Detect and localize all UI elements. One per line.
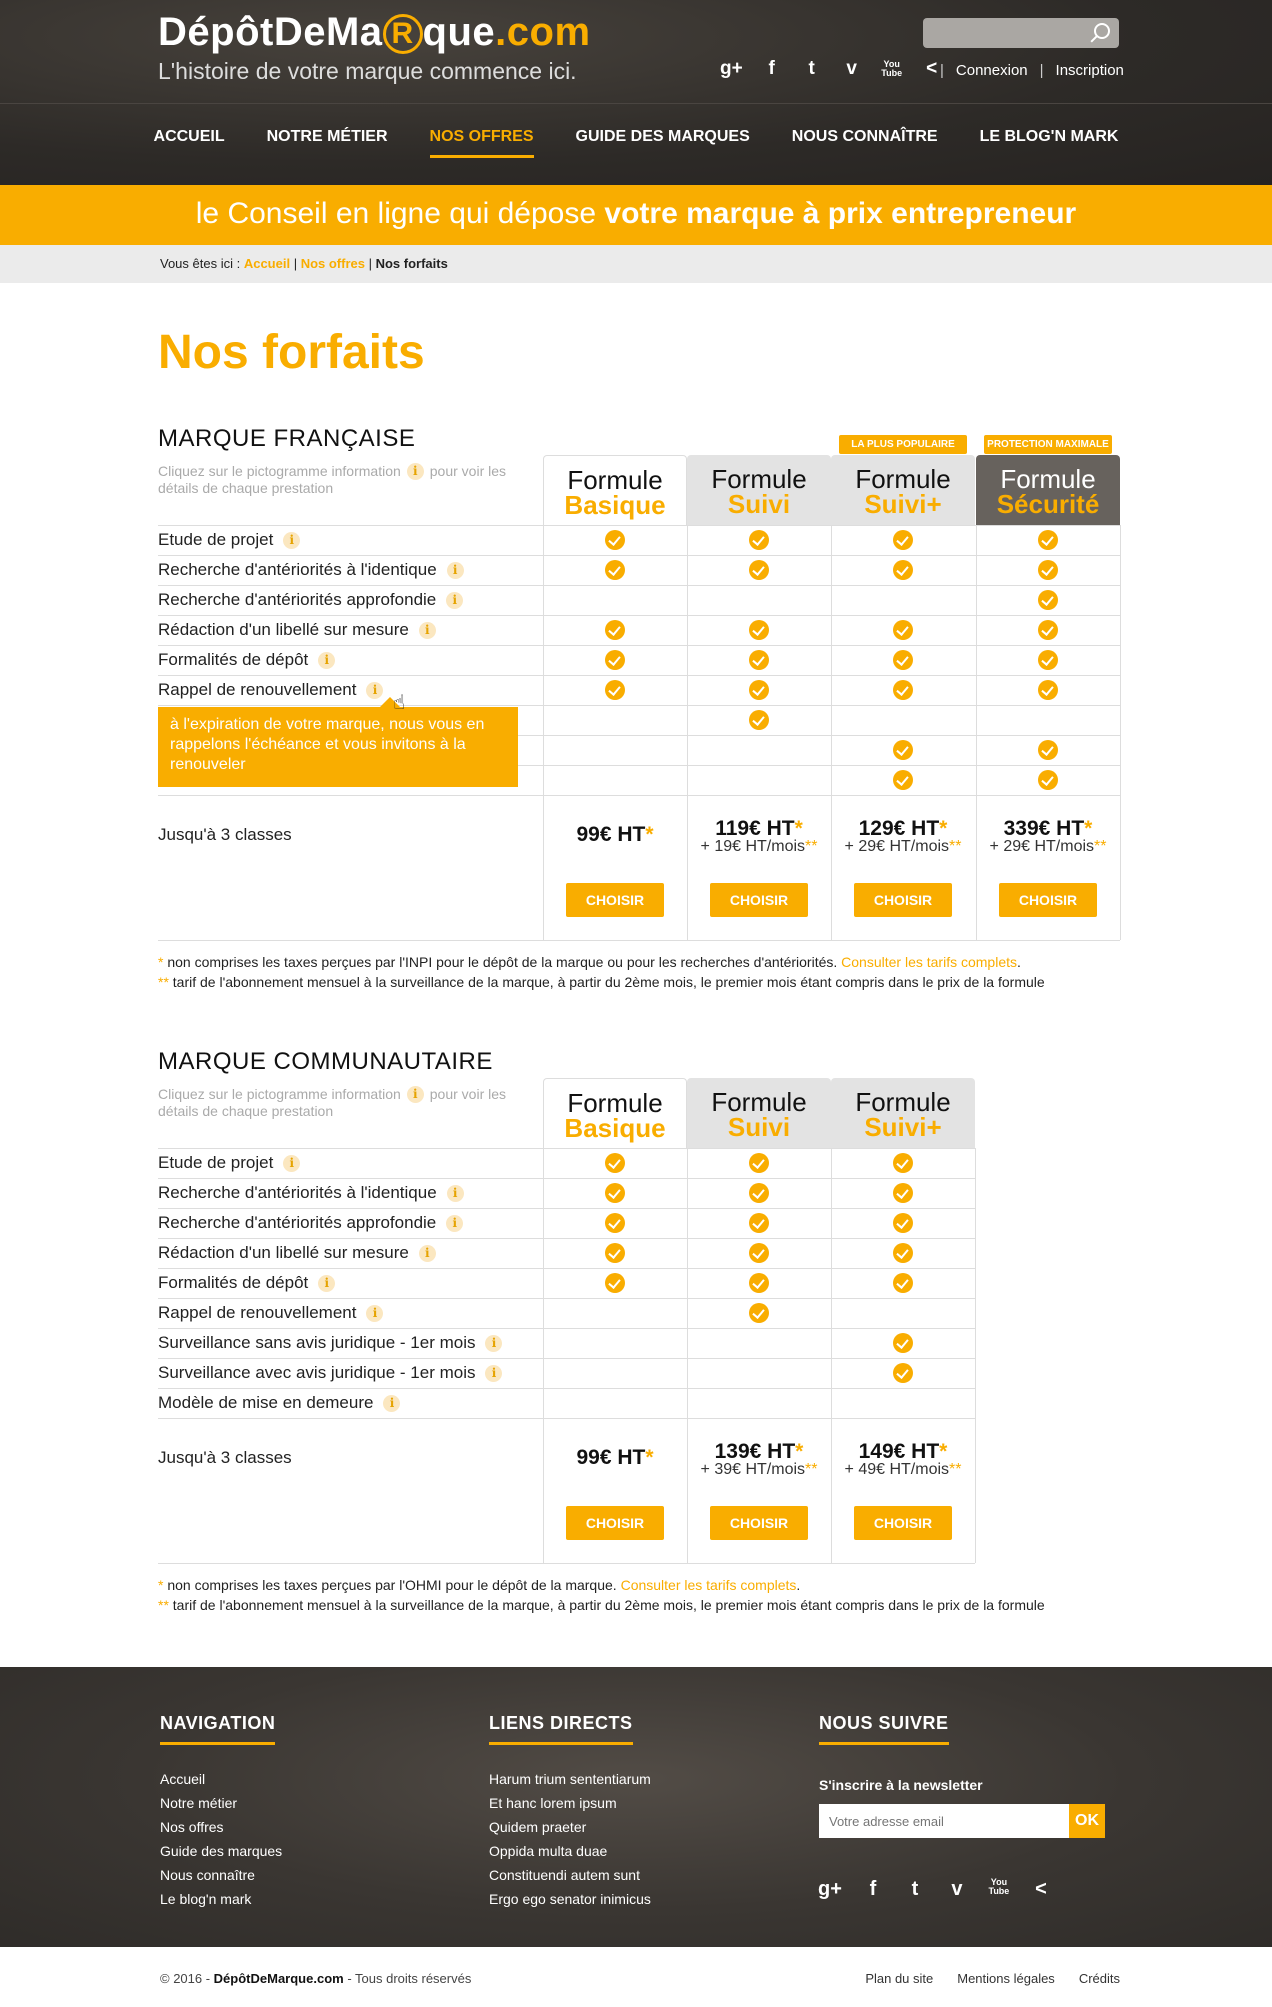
column-head-title: Formule <box>711 464 807 494</box>
info-icon[interactable]: i <box>407 1086 424 1103</box>
period: . <box>1017 954 1021 970</box>
nav-nos-offres[interactable]: NOS OFFRES <box>409 128 555 146</box>
fr-footnotes <box>158 952 1045 992</box>
price-value: 129€ HT <box>858 817 940 840</box>
column-divider <box>687 525 688 940</box>
footnote-text: non comprises les taxes perçues par l'INPI pour le dépôt de la marque ou pour les recherches d'antériorités. <box>163 954 842 970</box>
double-asterisk: ** <box>805 838 818 855</box>
nav-notre-metier[interactable]: NOTRE MÉTIER <box>266 128 388 145</box>
check-icon <box>893 530 913 550</box>
footer-direct-link[interactable]: Quidem praeter <box>489 1819 587 1835</box>
service-name: Rappel de renouvellement <box>158 680 357 699</box>
asterisk: * <box>794 817 803 840</box>
full-rates-link[interactable]: Consulter les tarifs complets <box>620 1577 797 1593</box>
choose-button[interactable]: CHOISIR <box>566 883 664 917</box>
facebook-icon[interactable]: f <box>869 1878 877 1900</box>
column-head-subtitle: Suivi <box>727 489 791 519</box>
badge-popular: LA PLUS POPULAIRE <box>839 435 967 454</box>
hint-text-end: pour voir les détails de chaque prestation <box>158 463 507 496</box>
service-name: Surveillance sans avis juridique - 1er mois <box>158 1333 476 1352</box>
column-divider <box>831 525 832 940</box>
service-row-label <box>158 615 436 645</box>
service-name: Recherche d'antériorités à l'identique <box>158 560 437 579</box>
column-divider <box>543 1148 544 1563</box>
check-icon <box>1038 620 1058 640</box>
service-row-label <box>158 1148 300 1178</box>
table-bottom <box>158 1563 975 1564</box>
info-icon[interactable]: i <box>318 1275 335 1292</box>
column-head-subtitle: Sécurité <box>996 489 1100 519</box>
info-icon[interactable]: i <box>447 1185 464 1202</box>
main-nav <box>0 128 1272 146</box>
separator: | <box>1039 62 1044 79</box>
badge-max-protection: PROTECTION MAXIMALE <box>984 435 1112 454</box>
twitter-icon[interactable]: t <box>808 58 815 79</box>
classes-label: Jusqu'à 3 classes <box>158 1448 292 1467</box>
header-divider <box>0 103 1272 104</box>
check-icon <box>893 1183 913 1203</box>
row-divider <box>158 1418 975 1419</box>
hint-text: Cliquez sur le pictogramme information <box>158 463 401 479</box>
bottom-bar <box>0 1947 1272 2007</box>
info-icon[interactable]: i <box>366 682 383 699</box>
sitemap-link[interactable]: Plan du site <box>865 1971 934 1986</box>
info-icon[interactable]: i <box>283 532 300 549</box>
footnote-2 <box>158 972 1045 992</box>
copyright-post: - Tous droits réservés <box>343 1971 472 1986</box>
search-input[interactable] <box>923 18 1119 48</box>
footer-nav-item[interactable]: Accueil <box>160 1771 206 1787</box>
service-name: Recherche d'antériorités approfondie <box>158 1213 437 1232</box>
asterisk: * <box>795 1440 804 1463</box>
check-icon <box>605 680 625 700</box>
check-icon <box>1038 530 1058 550</box>
column-head-title: Formule <box>855 1087 951 1117</box>
check-icon <box>893 770 913 790</box>
info-icon[interactable]: i <box>366 1305 383 1322</box>
check-icon <box>893 680 913 700</box>
price-value: 149€ HT <box>858 1440 940 1463</box>
fr-hint <box>158 463 528 496</box>
promo-banner <box>0 185 1272 245</box>
check-icon <box>605 1183 625 1203</box>
facebook-icon[interactable]: f <box>768 58 775 79</box>
breadcrumb-current: Nos forfaits <box>375 256 448 271</box>
breadcrumb <box>0 245 1272 283</box>
asterisk: * <box>645 1446 654 1469</box>
service-row-label <box>158 585 463 615</box>
column-head-suivi+ <box>831 455 975 525</box>
double-asterisk: ** <box>1094 838 1107 855</box>
eu-section-title: MARQUE COMMUNAUTAIRE <box>158 1048 493 1075</box>
info-icon[interactable]: i <box>318 652 335 669</box>
footnote-1 <box>158 1575 1045 1595</box>
footer-direct-link[interactable]: Constituendi autem sunt <box>489 1867 640 1883</box>
service-row-label <box>158 1358 502 1388</box>
check-icon <box>605 1243 625 1263</box>
nav-blog[interactable]: LE BLOG'N MARK <box>979 128 1119 145</box>
footer-nav-item[interactable]: Nous connaître <box>160 1867 255 1883</box>
service-name: Surveillance avec avis juridique - 1er mois <box>158 1363 476 1382</box>
service-row-label <box>158 1178 464 1208</box>
check-icon <box>605 560 625 580</box>
check-icon <box>893 620 913 640</box>
check-icon <box>893 560 913 580</box>
check-icon <box>749 1153 769 1173</box>
classes-label: Jusqu'à 3 classes <box>158 825 292 844</box>
period: . <box>796 1577 801 1593</box>
breadcrumb-home[interactable]: Accueil <box>243 256 291 271</box>
google-plus-icon[interactable]: g+ <box>720 58 743 79</box>
column-divider <box>975 1148 976 1563</box>
check-icon <box>1038 740 1058 760</box>
twitter-icon[interactable]: t <box>911 1878 919 1900</box>
footer-nav-item[interactable]: Nos offres <box>160 1819 224 1835</box>
info-icon[interactable]: i <box>446 1215 463 1232</box>
service-name: Recherche d'antériorités approfondie <box>158 590 437 609</box>
price-value: 99€ HT <box>576 823 646 846</box>
check-icon <box>1038 650 1058 670</box>
service-row-label <box>158 645 335 675</box>
column-head-subtitle: Basique <box>564 1113 666 1143</box>
breadcrumb-prefix: Vous êtes ici : <box>160 256 244 271</box>
footer-direct-link[interactable]: Harum trium sententiarum <box>489 1771 651 1787</box>
info-icon[interactable]: i <box>447 562 464 579</box>
column-divider <box>976 525 977 940</box>
column-divider <box>543 525 544 940</box>
monthly-price-value: + 19€ HT/mois <box>700 838 806 855</box>
service-name: Etude de projet <box>158 530 274 549</box>
check-icon <box>893 650 913 670</box>
check-icon <box>1038 560 1058 580</box>
monthly-price-value: + 39€ HT/mois <box>700 1461 806 1478</box>
check-icon <box>605 1213 625 1233</box>
check-icon <box>893 1333 913 1353</box>
renewal-tooltip: à l'expiration de votre marque, nous vous en rappelons l'échéance et vous invitons à la renouveler <box>158 707 518 787</box>
footer-follow-title: NOUS SUIVRE <box>819 1713 949 1745</box>
price-value: 99€ HT <box>576 1446 646 1469</box>
logo-r-circle: R <box>383 14 423 54</box>
banner-light: le Conseil en ligne qui dépose <box>195 197 605 230</box>
check-icon <box>605 1153 625 1173</box>
share-icon[interactable]: < <box>926 58 938 79</box>
asterisk: * <box>158 954 164 970</box>
info-icon[interactable]: i <box>407 463 424 480</box>
logo-text: DépôtDeMa <box>158 10 383 54</box>
check-icon <box>749 560 769 580</box>
eu-hint <box>158 1086 528 1119</box>
check-icon <box>749 680 769 700</box>
column-head-suivi <box>687 455 831 525</box>
column-head-subtitle: Suivi+ <box>864 489 942 519</box>
check-icon <box>605 620 625 640</box>
column-head-scurit <box>976 455 1120 525</box>
service-row-label <box>158 1268 335 1298</box>
service-row-label <box>158 555 464 585</box>
column-head-title: Formule <box>567 1088 663 1118</box>
youtube-icon[interactable]: You Tube <box>881 59 903 78</box>
column-head-subtitle: Suivi+ <box>864 1112 942 1142</box>
footer-nav-item[interactable]: Le blog'n mark <box>160 1891 252 1907</box>
choose-button[interactable]: CHOISIR <box>566 1506 664 1540</box>
service-row-label <box>158 1238 436 1268</box>
check-icon <box>893 1363 913 1383</box>
monthly-price-value: + 29€ HT/mois <box>844 838 950 855</box>
logo-com: .com <box>495 10 591 54</box>
service-row-label <box>158 1388 400 1418</box>
info-icon[interactable]: i <box>419 622 436 639</box>
newsletter-ok-button[interactable]: OK <box>1069 1804 1105 1838</box>
footnote-1 <box>158 952 1045 972</box>
tagline: L'histoire de votre marque commence ici. <box>158 58 577 84</box>
check-icon <box>605 650 625 670</box>
check-icon <box>749 620 769 640</box>
check-icon <box>749 1213 769 1233</box>
info-icon[interactable]: i <box>485 1365 502 1382</box>
asterisk: * <box>939 1440 948 1463</box>
footer-follow <box>819 1713 949 1745</box>
monthly-price-value: + 29€ HT/mois <box>989 838 1095 855</box>
service-row-label <box>158 525 300 555</box>
footer-nav-title: NAVIGATION <box>160 1713 275 1745</box>
check-icon <box>1038 680 1058 700</box>
newsletter-email-input[interactable] <box>819 1804 1069 1838</box>
nav-guide-des-marques[interactable]: GUIDE DES MARQUES <box>575 128 750 145</box>
check-icon <box>749 650 769 670</box>
column-head-title: Formule <box>1000 464 1096 494</box>
vimeo-icon[interactable]: v <box>951 1878 963 1900</box>
newsletter-label: S'inscrire à la newsletter <box>819 1777 983 1793</box>
column-head-subtitle: Suivi <box>727 1112 791 1142</box>
fr-section-title: MARQUE FRANÇAISE <box>158 425 416 452</box>
check-icon <box>893 1273 913 1293</box>
service-name: Modèle de mise en demeure <box>158 1393 374 1412</box>
price-value: 339€ HT <box>1003 817 1085 840</box>
service-name: Formalités de dépôt <box>158 650 309 669</box>
double-asterisk: ** <box>949 1461 962 1478</box>
asterisk: * <box>1084 817 1093 840</box>
choose-button[interactable]: CHOISIR <box>710 883 808 917</box>
youtube-icon[interactable]: You Tube <box>988 1877 1010 1896</box>
column-head-basique <box>543 1078 687 1148</box>
double-asterisk: ** <box>158 1597 169 1613</box>
separator: | <box>940 62 944 79</box>
price-value: 119€ HT <box>715 817 795 840</box>
check-icon <box>605 530 625 550</box>
legal-link[interactable]: Mentions légales <box>957 1971 1055 1986</box>
full-rates-link[interactable]: Consulter les tarifs complets <box>841 954 1017 970</box>
table-bottom <box>158 940 1120 941</box>
google-plus-icon[interactable]: g+ <box>818 1878 842 1900</box>
header-socials <box>720 58 943 80</box>
double-asterisk: ** <box>949 838 962 855</box>
bottom-links <box>865 1971 1120 1986</box>
breadcrumb-sep: | <box>364 256 376 271</box>
column-head-basique <box>543 455 687 525</box>
check-icon <box>605 1273 625 1293</box>
service-row-label <box>158 1208 463 1238</box>
footer-direct-link[interactable]: Et hanc lorem ipsum <box>489 1795 617 1811</box>
column-head-subtitle: Basique <box>564 490 666 520</box>
nav-accueil[interactable]: ACCUEIL <box>153 128 225 145</box>
column-divider <box>687 1148 688 1563</box>
service-name: Rédaction d'un libellé sur mesure <box>158 1243 409 1262</box>
check-icon <box>749 1243 769 1263</box>
choose-button[interactable]: CHOISIR <box>854 883 952 917</box>
check-icon <box>749 1273 769 1293</box>
hint-text-end: pour voir les détails de chaque prestation <box>158 1086 507 1119</box>
asterisk: * <box>645 823 654 846</box>
service-row-label <box>158 1298 383 1328</box>
column-head-suivi+ <box>831 1078 975 1148</box>
auth-links <box>940 62 1124 79</box>
check-icon <box>1038 770 1058 790</box>
credits-link[interactable]: Crédits <box>1078 1971 1120 1986</box>
breadcrumb-sep: | <box>290 256 301 271</box>
column-divider <box>831 1148 832 1563</box>
footer-direct-links <box>489 1713 651 1911</box>
service-name: Rappel de renouvellement <box>158 1303 357 1322</box>
footer-nav-item[interactable]: Notre métier <box>160 1795 238 1811</box>
service-name: Recherche d'antériorités à l'identique <box>158 1183 437 1202</box>
search-icon[interactable] <box>1094 23 1110 39</box>
footer-direct-link[interactable]: Ergo ego senator inimicus <box>489 1891 651 1907</box>
service-name: Rédaction d'un libellé sur mesure <box>158 620 409 639</box>
footer-direct-link[interactable]: Oppida multa duae <box>489 1843 608 1859</box>
service-name: Formalités de dépôt <box>158 1273 309 1292</box>
info-icon[interactable]: i <box>485 1335 502 1352</box>
choose-button[interactable]: CHOISIR <box>999 883 1097 917</box>
footnote-text: non comprises les taxes perçues par l'OHMI pour le dépôt de la marque. <box>163 1577 621 1593</box>
monthly-price-value: + 49€ HT/mois <box>844 1461 950 1478</box>
column-head-title: Formule <box>711 1087 807 1117</box>
price <box>543 823 687 847</box>
copyright <box>160 1971 471 1986</box>
column-head-suivi <box>687 1078 831 1148</box>
signup-link[interactable]: Inscription <box>1055 62 1124 79</box>
footer-navigation <box>160 1713 282 1911</box>
copyright-pre: © 2016 - <box>160 1971 214 1986</box>
footnote-2 <box>158 1595 1045 1615</box>
check-icon <box>1038 590 1058 610</box>
monthly-price <box>976 838 1120 856</box>
login-link[interactable]: Connexion <box>955 62 1028 79</box>
monthly-price <box>831 1461 975 1479</box>
logo-text-end: que <box>422 10 496 54</box>
check-icon <box>893 1213 913 1233</box>
asterisk: * <box>158 1577 164 1593</box>
footnote-text: tarif de l'abonnement mensuel à la surveillance de la marque, à partir du 2ème mois, le premier mois étant compris dans le prix de la formule <box>168 1597 1045 1613</box>
eu-footnotes <box>158 1575 1045 1615</box>
monthly-price <box>687 838 831 856</box>
column-divider <box>1120 525 1121 940</box>
service-row-label <box>158 675 383 705</box>
check-icon <box>893 1243 913 1263</box>
service-row-label <box>158 1328 502 1358</box>
share-icon[interactable]: < <box>1035 1878 1047 1900</box>
nav-nous-connaitre[interactable]: NOUS CONNAÎTRE <box>791 128 938 145</box>
check-icon <box>749 1183 769 1203</box>
hand-cursor-icon: ☝ <box>393 692 406 714</box>
double-asterisk: ** <box>158 974 169 990</box>
price <box>543 1446 687 1470</box>
monthly-price <box>831 838 975 856</box>
footer-socials <box>818 1878 1052 1901</box>
info-icon[interactable]: i <box>283 1155 300 1172</box>
footer-nav-item[interactable]: Guide des marques <box>160 1843 283 1859</box>
info-icon[interactable]: i <box>446 592 463 609</box>
check-icon <box>893 1153 913 1173</box>
check-icon <box>749 710 769 730</box>
info-icon[interactable]: i <box>383 1395 400 1412</box>
check-icon <box>749 1303 769 1323</box>
copyright-brand: DépôtDeMarque.com <box>213 1971 344 1986</box>
double-asterisk: ** <box>805 1461 818 1478</box>
check-icon <box>893 740 913 760</box>
column-head-title: Formule <box>567 465 663 495</box>
choose-button[interactable]: CHOISIR <box>710 1506 808 1540</box>
service-name: Etude de projet <box>158 1153 274 1172</box>
footer-links-title: LIENS DIRECTS <box>489 1713 633 1745</box>
banner-bold: votre marque à prix entrepreneur <box>604 197 1077 230</box>
asterisk: * <box>939 817 948 840</box>
info-icon[interactable]: i <box>419 1245 436 1262</box>
monthly-price <box>687 1461 831 1479</box>
vimeo-icon[interactable]: v <box>846 58 857 79</box>
page-title: Nos forfaits <box>158 326 425 379</box>
check-icon <box>749 530 769 550</box>
footnote-text: tarif de l'abonnement mensuel à la surveillance de la marque, à partir du 2ème mois, le premier mois étant compris dans le prix de la formule <box>168 974 1045 990</box>
choose-button[interactable]: CHOISIR <box>854 1506 952 1540</box>
breadcrumb-offers[interactable]: Nos offres <box>300 256 365 271</box>
hint-text: Cliquez sur le pictogramme information <box>158 1086 401 1102</box>
price-value: 139€ HT <box>714 1440 796 1463</box>
column-head-title: Formule <box>855 464 951 494</box>
site-logo[interactable] <box>158 10 591 55</box>
